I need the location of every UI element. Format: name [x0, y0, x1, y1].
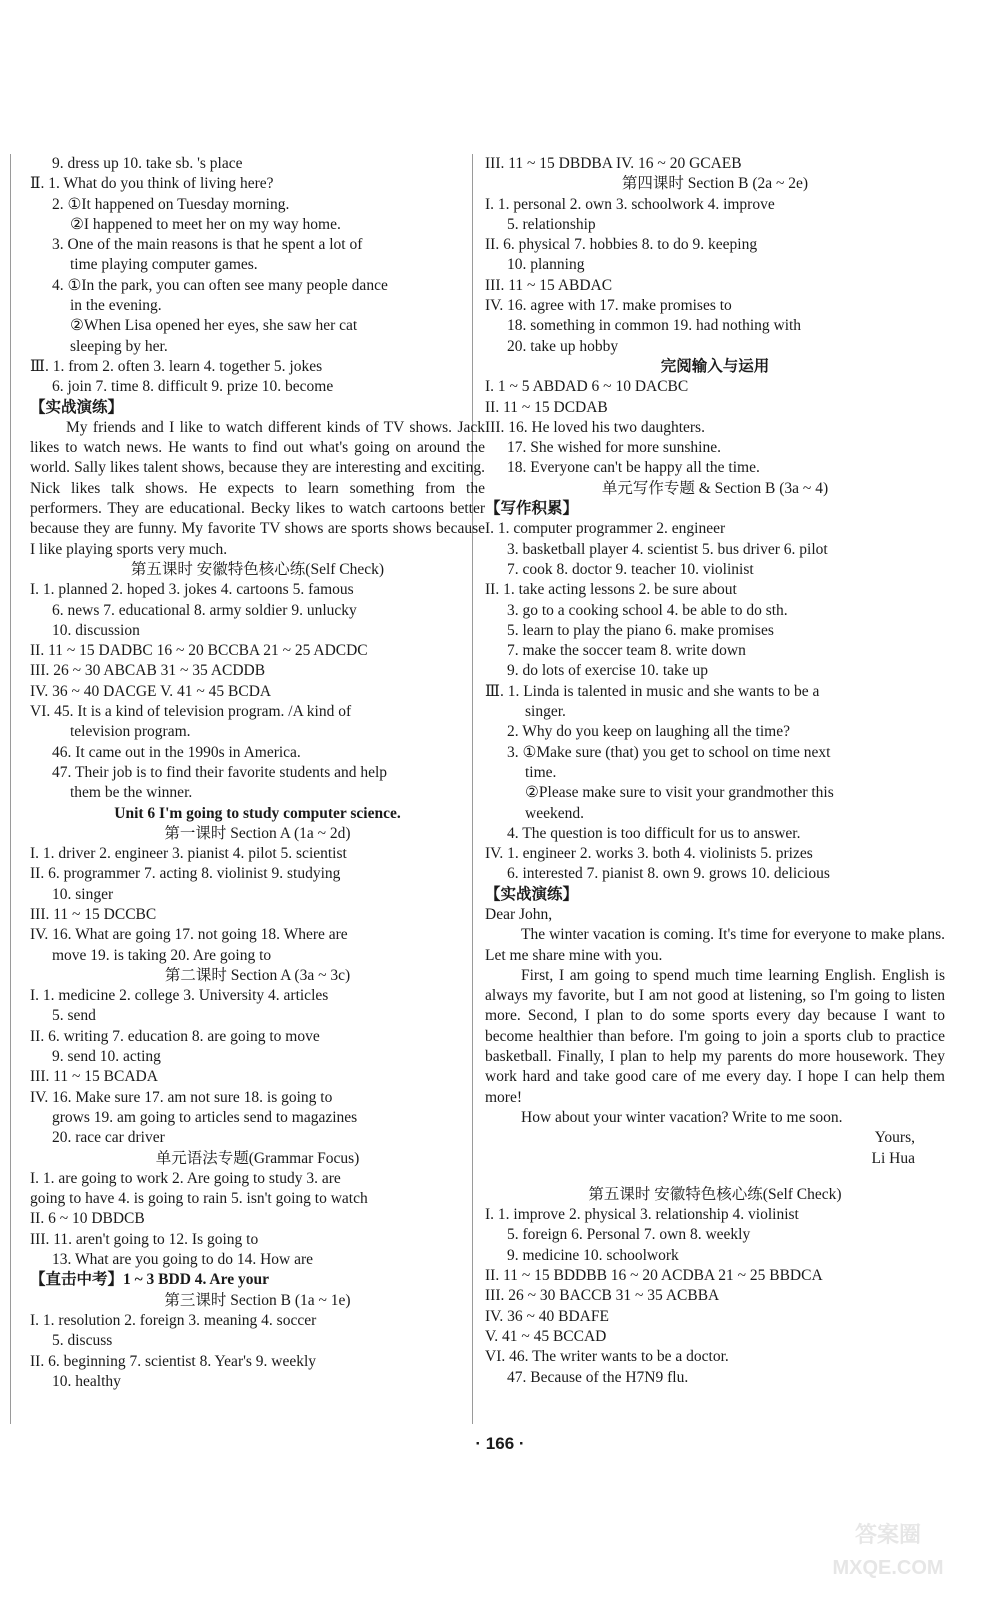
- letter-paragraph: First, I am going to spend much time learning English. English is always my favorite, but I am not good at listening, so I'm going to listen more. Second, I plan to do some sports every day because I want to become healthier than before. I'm going to join a sports club to practice basketball. Finally, I plan to help my parents do more housework. They work hard and take good care of me every day. I hope I can help them more!: [485, 966, 945, 1106]
- answer-line: 10. singer: [52, 885, 114, 903]
- answer-line: 10. planning: [507, 256, 585, 274]
- answer-line: III. 26 ~ 30 BACCB 31 ~ 35 ACBBA: [485, 1287, 720, 1305]
- answer-line: II. 11 ~ 15 BDDBB 16 ~ 20 ACDBA 21 ~ 25 BBDCA: [485, 1267, 823, 1285]
- answer-line: time.: [525, 763, 557, 781]
- section-bracket-heading: 【写作积累】: [485, 500, 579, 518]
- answer-line: weekend.: [525, 804, 584, 822]
- answer-line: II. 11 ~ 15 DCDAB: [485, 398, 608, 416]
- answer-line: 46. It came out in the 1990s in America.: [52, 743, 301, 761]
- answer-line: III. 11 ~ 15 DBDBA IV. 16 ~ 20 GCAEB: [485, 155, 742, 172]
- answer-line: singer.: [525, 703, 566, 721]
- answer-line: I. 1. improve 2. physical 3. relationship 4. violinist: [485, 1206, 799, 1224]
- answer-line: II. 11 ~ 15 DADBC 16 ~ 20 BCCBA 21 ~ 25 ADCDC: [30, 642, 368, 660]
- section-bracket-heading: 【实战演练】: [30, 398, 124, 416]
- answer-line: II. 1. take acting lessons 2. be sure about: [485, 581, 737, 599]
- answer-line: Ⅲ. 1. from 2. often 3. learn 4. together 5. jokes: [30, 357, 323, 375]
- letter-signature: Li Hua: [871, 1149, 915, 1167]
- answer-line: 7. cook 8. doctor 9. teacher 10. violinist: [507, 560, 754, 578]
- right-column: [485, 154, 945, 1388]
- answer-line: ②When Lisa opened her eyes, she saw her cat: [70, 317, 358, 335]
- answer-line: IV. 16. What are going 17. not going 18. Where are: [30, 926, 348, 944]
- answer-line: 4. The question is too difficult for us to answer.: [507, 824, 801, 842]
- left-column: [30, 154, 485, 1392]
- answer-line: 20. race car driver: [52, 1129, 165, 1147]
- answer-line: 3. ①Make sure (that) you get to school on time next: [507, 743, 831, 761]
- page-number: · 166 ·: [475, 1434, 525, 1453]
- answer-line: VI. 46. The writer wants to be a doctor.: [485, 1348, 729, 1366]
- answer-line: III. 11 ~ 15 BCADA: [30, 1068, 158, 1086]
- answer-line: II. 6. physical 7. hobbies 8. to do 9. keeping: [485, 236, 758, 254]
- answer-line: 6. join 7. time 8. difficult 9. prize 10. become: [52, 378, 334, 396]
- section-bracket-heading: 【实战演练】: [485, 885, 579, 903]
- answer-line: V. 41 ~ 45 BCCAD: [485, 1327, 607, 1345]
- answer-line: II. 6. programmer 7. acting 8. violinist 9. studying: [30, 865, 341, 883]
- answer-line: 18. Everyone can't be happy all the time.: [507, 459, 760, 477]
- answer-line: I. 1. resolution 2. foreign 3. meaning 4. soccer: [30, 1311, 317, 1329]
- answer-line: 3. One of the main reasons is that he spent a lot of: [52, 236, 363, 254]
- lesson-heading: 第三课时 Section B (1a ~ 1e): [164, 1291, 351, 1309]
- answer-line: 10. discussion: [52, 621, 140, 639]
- lesson-heading: 单元语法专题(Grammar Focus): [155, 1149, 360, 1167]
- answer-line: move 19. is taking 20. Are going to: [52, 946, 272, 964]
- answer-line: 17. She wished for more sunshine.: [507, 439, 721, 457]
- answer-line: 6. interested 7. pianist 8. own 9. grows 10. delicious: [507, 865, 830, 883]
- answer-line: 47. Because of the H7N9 flu.: [507, 1368, 689, 1386]
- answer-line: I. 1 ~ 5 ABDAD 6 ~ 10 DACBC: [485, 378, 689, 396]
- letter-closing: Yours,: [874, 1129, 915, 1147]
- answer-line: Ⅲ. 1. Linda is talented in music and she wants to be a: [485, 682, 820, 700]
- answer-line: 3. go to a cooking school 4. be able to do sth.: [507, 601, 788, 619]
- answer-line: I. 1. are going to work 2. Are going to study 3. are: [30, 1169, 341, 1187]
- answer-line: sleeping by her.: [70, 337, 168, 355]
- letter-paragraph: How about your winter vacation? Write to me soon.: [521, 1108, 843, 1126]
- answer-line: III. 11 ~ 15 DCCBC: [30, 905, 157, 923]
- lesson-heading: 第四课时 Section B (2a ~ 2e): [621, 175, 809, 193]
- answer-line: IV. 16. Make sure 17. am not sure 18. is going to: [30, 1088, 333, 1106]
- section-bracket-heading: 【直击中考】1 ~ 3 BDD 4. Are your: [30, 1271, 269, 1289]
- answer-line: IV. 36 ~ 40 DACGE V. 41 ~ 45 BCDA: [30, 682, 272, 700]
- answer-line: I. 1. computer programmer 2. engineer: [485, 520, 726, 538]
- answer-line: Ⅱ. 1. What do you think of living here?: [30, 175, 274, 193]
- answer-line: III. 16. He loved his two daughters.: [485, 418, 705, 436]
- answer-line: 2. Why do you keep on laughing all the time?: [507, 723, 790, 741]
- answer-line: II. 6. beginning 7. scientist 8. Year's 9. weekly: [30, 1352, 317, 1370]
- answer-line: III. 26 ~ 30 ABCAB 31 ~ 35 ACDDB: [30, 662, 266, 680]
- answer-line: 9. medicine 10. schoolwork: [507, 1246, 679, 1264]
- watermark-text: 答案圈: [854, 1522, 922, 1547]
- answer-line: 5. foreign 6. Personal 7. own 8. weekly: [507, 1226, 751, 1244]
- answer-line: time playing computer games.: [70, 256, 258, 274]
- answer-line: III. 11. aren't going to 12. Is going to: [30, 1230, 259, 1248]
- answer-line: II. 6. writing 7. education 8. are going to move: [30, 1027, 320, 1045]
- answer-line: 5. discuss: [52, 1332, 113, 1350]
- answer-line: 10. healthy: [52, 1372, 121, 1390]
- answer-line: IV. 1. engineer 2. works 3. both 4. violinists 5. prizes: [485, 845, 813, 863]
- answer-line: 20. take up hobby: [507, 337, 619, 355]
- answer-line: them be the winner.: [70, 784, 193, 802]
- answer-line: ②Please make sure to visit your grandmother this: [525, 784, 834, 802]
- answer-line: 18. something in common 19. had nothing with: [507, 317, 802, 335]
- letter-paragraph: The winter vacation is coming. It's time for everyone to make plans. Let me share mine with you.: [485, 926, 945, 964]
- watermark-url: MXQE.COM: [832, 1557, 944, 1579]
- answer-line: I. 1. personal 2. own 3. schoolwork 4. improve: [485, 195, 775, 213]
- answer-line: television program.: [70, 723, 191, 741]
- lesson-heading: 第一课时 Section A (1a ~ 2d): [164, 824, 351, 842]
- section-heading: 完阅输入与运用: [660, 357, 770, 375]
- answer-line: VI. 45. It is a kind of television program. /A kind of: [30, 703, 352, 721]
- answer-line: 9. send 10. acting: [52, 1048, 161, 1066]
- answer-line: 2. ①It happened on Tuesday morning.: [52, 195, 290, 213]
- letter-salutation: Dear John,: [485, 905, 553, 923]
- answer-line: grows 19. am going to articles send to magazines: [52, 1108, 358, 1126]
- lesson-heading: 单元写作专题 & Section B (3a ~ 4): [601, 479, 829, 497]
- answer-line: I. 1. medicine 2. college 3. University 4. articles: [30, 987, 329, 1005]
- answer-line: 5. send: [52, 1007, 96, 1025]
- answer-line: 9. do lots of exercise 10. take up: [507, 662, 709, 680]
- left-margin-rule: [10, 154, 11, 1424]
- answer-line: ②I happened to meet her on my way home.: [70, 215, 341, 233]
- answer-line: IV. 36 ~ 40 BDAFE: [485, 1307, 609, 1325]
- watermark-logo: [798, 1508, 978, 1586]
- lesson-heading: 第五课时 安徽特色核心练(Self Check): [588, 1185, 842, 1203]
- answer-line: I. 1. driver 2. engineer 3. pianist 4. pilot 5. scientist: [30, 845, 347, 863]
- lesson-heading: 第五课时 安徽特色核心练(Self Check): [130, 560, 385, 578]
- answer-line: 4. ①In the park, you can often see many people dance: [52, 276, 388, 294]
- answer-line: I. 1. planned 2. hoped 3. jokes 4. cartoons 5. famous: [30, 581, 354, 599]
- answer-line: 47. Their job is to find their favorite students and help: [52, 763, 388, 781]
- answer-line: IV. 16. agree with 17. make promises to: [485, 297, 732, 315]
- unit-heading: Unit 6 I'm going to study computer science.: [114, 804, 401, 822]
- answer-line: 6. news 7. educational 8. army soldier 9. unlucky: [52, 601, 357, 619]
- answer-line: 13. What are you going to do 14. How are: [52, 1251, 314, 1269]
- answer-line: 5. learn to play the piano 6. make promises: [507, 621, 774, 639]
- answer-line: in the evening.: [70, 297, 162, 315]
- answer-line: 3. basketball player 4. scientist 5. bus driver 6. pilot: [507, 540, 828, 558]
- answer-line: 7. make the soccer team 8. write down: [507, 642, 746, 660]
- answer-line: going to have 4. is going to rain 5. isn't going to watch: [30, 1190, 368, 1208]
- answer-line: 5. relationship: [507, 215, 596, 233]
- answer-line: II. 6 ~ 10 DBDCB: [30, 1210, 145, 1228]
- spacer: [485, 1169, 945, 1185]
- answer-line: 9. dress up 10. take sb. 's place: [52, 155, 243, 172]
- answer-line: III. 11 ~ 15 ABDAC: [485, 276, 613, 294]
- essay-paragraph: My friends and I like to watch different kinds of TV shows. Jack likes to watch news. He wants to find out what's going on around the world. Sally likes talent shows, because they are interesting and exciting. Nick likes talk shows. He expects to learn something from the performers. They are educational. Becky likes to watch cartoons better because they are funny. My favorite TV shows are sports shows because I like playing sports very much.: [30, 418, 485, 558]
- lesson-heading: 第二课时 Section A (3a ~ 3c): [164, 966, 351, 984]
